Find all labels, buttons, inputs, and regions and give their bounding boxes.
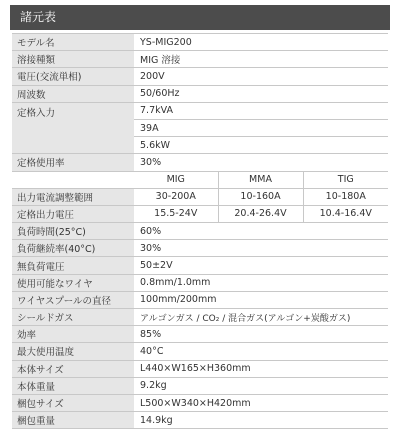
row-voltage <box>12 68 388 85</box>
row-pack-weight <box>12 412 388 429</box>
load-duty-label: 負荷継続率(40°C) <box>12 240 134 257</box>
row-efficiency <box>12 326 388 343</box>
rated-input-kva: 7.7kVA <box>134 102 388 119</box>
row-max-temp <box>12 343 388 360</box>
max-temp-value: 40°C <box>134 343 388 360</box>
no-load-voltage-label: 無負荷電圧 <box>12 257 134 274</box>
row-load-time <box>12 223 388 240</box>
welding-type-value: MIG 溶接 <box>134 51 388 68</box>
shield-gas-value: アルゴンガス / CO₂ / 混合ガス(アルゴン+炭酸ガス) <box>134 309 388 326</box>
page-title: 諸元表 <box>10 5 390 30</box>
row-rated-input <box>12 102 388 119</box>
row-current-range <box>12 188 388 205</box>
wire-label: 使用可能なワイヤ <box>12 274 134 291</box>
row-model <box>12 34 388 51</box>
mode-tig: TIG <box>303 171 388 188</box>
row-frequency <box>12 85 388 102</box>
welding-type-label: 溶接種類 <box>12 51 134 68</box>
row-rated-duty <box>12 154 388 171</box>
load-time-value: 60% <box>134 223 388 240</box>
rated-output-voltage-mma: 20.4-26.4V <box>218 205 303 222</box>
mode-mig: MIG <box>134 171 218 188</box>
current-range-mma: 10-160A <box>218 188 303 205</box>
voltage-label: 電圧(交流単相) <box>12 68 134 85</box>
modes-blank-cell <box>12 171 134 188</box>
frequency-label: 周波数 <box>12 85 134 102</box>
spec-table <box>12 33 388 429</box>
row-spool <box>12 291 388 308</box>
shield-gas-label: シールドガス <box>12 309 134 326</box>
rated-output-voltage-mig: 15.5-24V <box>134 205 218 222</box>
voltage-value: 200V <box>134 68 388 85</box>
body-weight-label: 本体重量 <box>12 377 134 394</box>
rated-duty-label: 定格使用率 <box>12 154 134 171</box>
max-temp-label: 最大使用温度 <box>12 343 134 360</box>
body-weight-value: 9.2kg <box>134 377 388 394</box>
current-range-label: 出力電流調整範囲 <box>12 188 134 205</box>
row-modes <box>12 171 388 188</box>
row-wire <box>12 274 388 291</box>
rated-input-kw: 5.6kW <box>134 137 388 154</box>
pack-size-label: 梱包サイズ <box>12 394 134 411</box>
current-range-tig: 10-180A <box>303 188 388 205</box>
row-rated-output-voltage <box>12 205 388 222</box>
model-value: YS-MIG200 <box>134 34 388 51</box>
body-size-value: L440×W165×H360mm <box>134 360 388 377</box>
model-label: モデル名 <box>12 34 134 51</box>
pack-weight-value: 14.9kg <box>134 412 388 429</box>
current-range-mig: 30-200A <box>134 188 218 205</box>
pack-weight-label: 梱包重量 <box>12 412 134 429</box>
rated-output-voltage-label: 定格出力電圧 <box>12 205 134 222</box>
load-duty-value: 30% <box>134 240 388 257</box>
spool-value: 100mm/200mm <box>134 291 388 308</box>
body-size-label: 本体サイズ <box>12 360 134 377</box>
wire-value: 0.8mm/1.0mm <box>134 274 388 291</box>
efficiency-label: 効率 <box>12 326 134 343</box>
efficiency-value: 85% <box>134 326 388 343</box>
row-body-size <box>12 360 388 377</box>
rated-input-amps: 39A <box>134 119 388 136</box>
rated-input-label: 定格入力 <box>12 102 134 154</box>
spool-label: ワイヤスプールの直径 <box>12 291 134 308</box>
pack-size-value: L500×W340×H420mm <box>134 394 388 411</box>
rated-output-voltage-tig: 10.4-16.4V <box>303 205 388 222</box>
row-pack-size <box>12 394 388 411</box>
row-no-load-voltage <box>12 257 388 274</box>
no-load-voltage-value: 50±2V <box>134 257 388 274</box>
row-shield-gas <box>12 309 388 326</box>
load-time-label: 負荷時間(25°C) <box>12 223 134 240</box>
row-load-duty <box>12 240 388 257</box>
mode-mma: MMA <box>218 171 303 188</box>
row-welding-type <box>12 51 388 68</box>
rated-duty-value: 30% <box>134 154 388 171</box>
row-body-weight <box>12 377 388 394</box>
frequency-value: 50/60Hz <box>134 85 388 102</box>
